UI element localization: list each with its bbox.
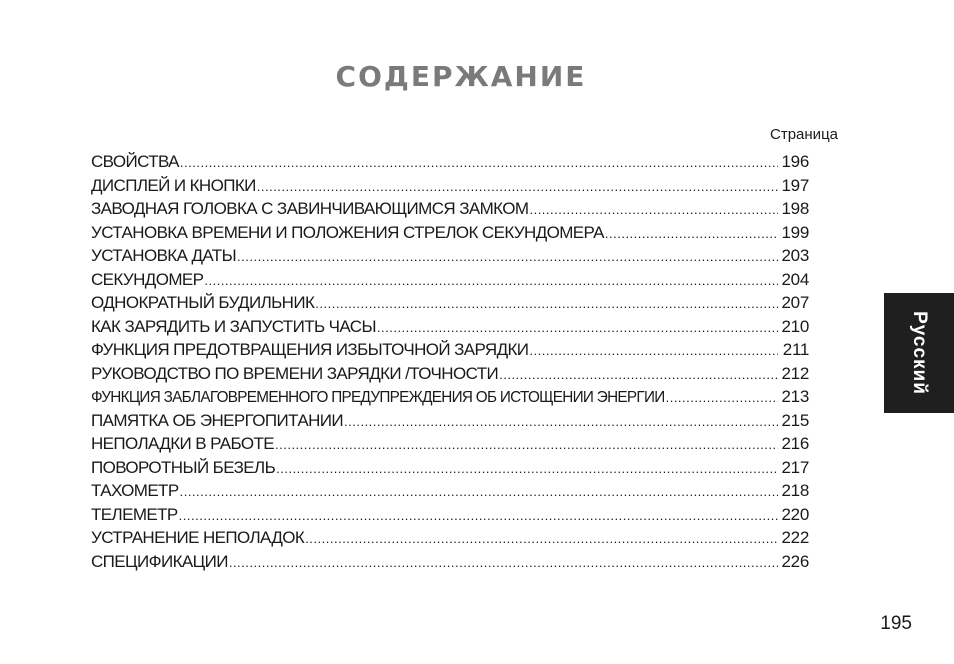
toc-entry-page: 226 [781, 551, 809, 571]
toc-dot-leader [237, 245, 778, 269]
toc-dot-leader [605, 222, 778, 246]
page-column-label: Страница [770, 126, 838, 143]
toc-dot-leader [377, 316, 778, 340]
toc-dot-leader [204, 269, 778, 293]
toc-entry-title: ПОВОРОТНЫЙ БЕЗЕЛЬ [91, 457, 276, 477]
toc-dot-leader [499, 363, 778, 387]
toc-entry-page: 216 [781, 434, 809, 453]
toc-entry[interactable] [91, 362, 809, 386]
toc-entry-title: ФУНКЦИЯ ЗАБЛАГОВРЕМЕННОГО ПРЕДУПРЕЖДЕНИЯ ОБ ИСТОЩЕНИИ ЭНЕРГИИ [91, 389, 665, 406]
toc-entry-title: УСТАНОВКА ВРЕМЕНИ И ПОЛОЖЕНИЯ СТРЕЛОК СЕКУНДОМЕРА [91, 222, 604, 242]
toc-entry-page: 196 [781, 152, 809, 171]
toc-entry-title: СПЕЦИФИКАЦИИ [91, 551, 228, 571]
toc-entry-title: СВОЙСТВА [91, 152, 179, 171]
toc-entry-page: 213 [781, 387, 809, 406]
toc-dot-leader [276, 457, 778, 481]
toc-dot-leader [275, 433, 778, 457]
toc-entry[interactable] [91, 550, 809, 574]
toc-entry-page: 211 [782, 340, 809, 359]
toc-entry[interactable] [91, 150, 809, 174]
toc-entry-title: НЕПОЛАДКИ В РАБОТЕ [91, 434, 274, 453]
toc-entry[interactable] [91, 174, 809, 198]
toc-dot-leader [257, 175, 778, 199]
toc-entry-title: УСТАНОВКА ДАТЫ [91, 246, 237, 265]
toc-entry-page: 197 [781, 175, 809, 195]
toc-entry[interactable] [91, 268, 809, 292]
toc-entry-title: ТЕЛЕМЕТР [91, 504, 178, 524]
page-title: СОДЕРЖАНИЕ [335, 60, 587, 93]
toc-dot-leader [344, 410, 778, 434]
toc-entry-title: ОДНОКРАТНЫЙ БУДИЛЬНИК [91, 293, 315, 312]
toc-entry-title: СЕКУНДОМЕР [91, 269, 204, 289]
toc-entry-page: 207 [781, 293, 809, 312]
toc-dot-leader [179, 504, 778, 528]
toc-entry-page: 215 [781, 410, 809, 430]
toc-entry-page: 218 [781, 481, 809, 500]
toc-entry-title: ТАХОМЕТР [91, 481, 179, 500]
toc-entry-title: КАК ЗАРЯДИТЬ И ЗАПУСТИТЬ ЧАСЫ [91, 316, 376, 336]
toc-entry-title: УСТРАНЕНИЕ НЕПОЛАДОК [91, 528, 305, 547]
toc-entry-title: ПАМЯТКА ОБ ЭНЕРГОПИТАНИИ [91, 410, 344, 430]
toc-dot-leader [180, 151, 778, 175]
toc-entry[interactable] [91, 456, 809, 480]
toc-entry-page: 217 [781, 457, 809, 477]
toc-entry[interactable] [91, 221, 809, 245]
toc-entry-page: 210 [781, 316, 809, 336]
toc-dot-leader [180, 480, 778, 504]
toc-entry-title: РУКОВОДСТВО ПО ВРЕМЕНИ ЗАРЯДКИ /ТОЧНОСТИ [91, 363, 499, 383]
toc-entry-page: 204 [781, 269, 809, 289]
table-of-contents [91, 150, 809, 573]
toc-entry[interactable] [91, 291, 809, 315]
toc-dot-leader [529, 339, 778, 363]
toc-entry-page: 198 [781, 199, 809, 218]
toc-dot-leader [315, 292, 778, 316]
toc-entry-page: 203 [781, 246, 809, 265]
toc-entry[interactable] [91, 338, 809, 362]
toc-entry-page: 220 [781, 504, 809, 524]
language-tab [884, 293, 954, 413]
toc-entry[interactable] [91, 244, 809, 268]
toc-entry[interactable] [91, 526, 809, 550]
toc-entry[interactable] [91, 385, 809, 409]
toc-entry[interactable] [91, 315, 809, 339]
toc-entry[interactable] [91, 432, 809, 456]
toc-dot-leader [305, 527, 778, 551]
toc-entry-title: ДИСПЛЕЙ И КНОПКИ [91, 175, 256, 195]
toc-entry[interactable] [91, 409, 809, 433]
language-tab-label: Русский [909, 311, 930, 395]
toc-entry-page: 222 [781, 528, 809, 547]
toc-entry-page: 199 [781, 222, 809, 242]
toc-dot-leader [666, 386, 778, 410]
toc-entry-title: ЗАВОДНАЯ ГОЛОВКА С ЗАВИНЧИВАЮЩИМСЯ ЗАМКОМ [91, 199, 529, 218]
toc-entry-title: ФУНКЦИЯ ПРЕДОТВРАЩЕНИЯ ИЗБЫТОЧНОЙ ЗАРЯДКИ [91, 340, 529, 359]
toc-entry[interactable] [91, 197, 809, 221]
toc-entry[interactable] [91, 479, 809, 503]
toc-entry-page: 212 [781, 363, 809, 383]
page-number: 195 [880, 613, 912, 634]
toc-entry[interactable] [91, 503, 809, 527]
toc-dot-leader [529, 198, 778, 222]
toc-dot-leader [229, 551, 778, 575]
